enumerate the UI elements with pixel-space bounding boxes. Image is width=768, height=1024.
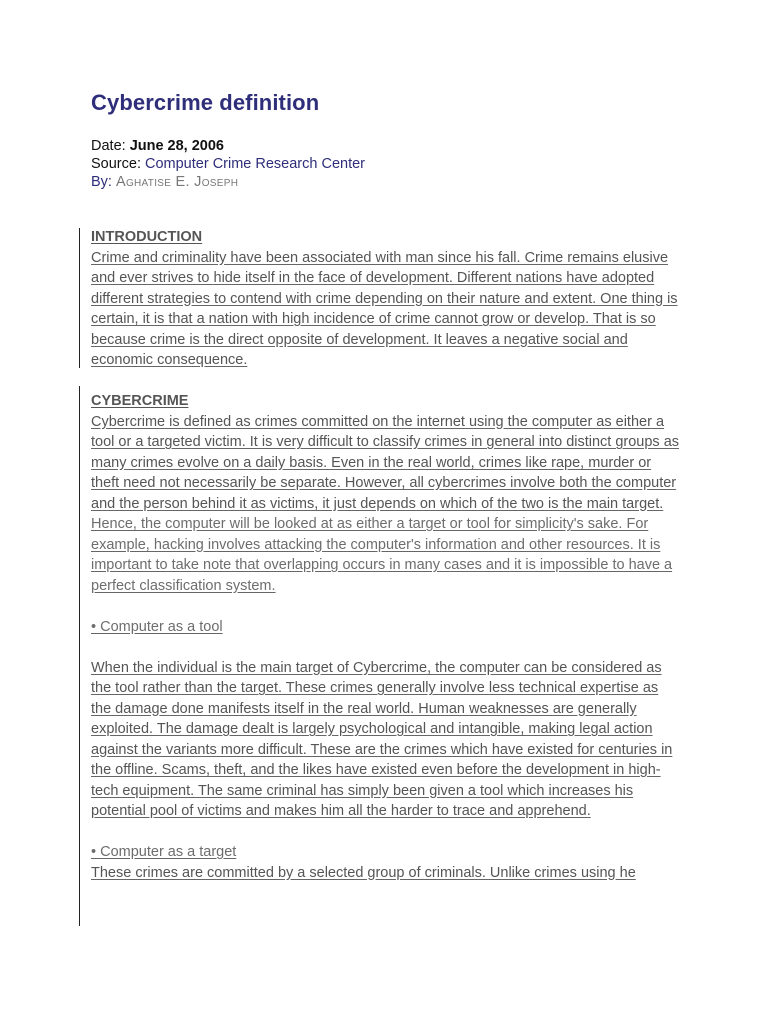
- author-row: [91, 173, 365, 191]
- source-link[interactable]: Computer Crime Research Center: [145, 156, 365, 172]
- tool-paragraph: When the individual is the main target of Cybercrime, the computer can be considered as the tool rather than the target. These crimes generally involve less technical expertise as the damage done manifests itself in the real world. Human weaknesses are generally exploited. The damage dealt is largely psychological and intangible, making legal action against the variants more difficult. These are the crimes which have existed for centuries in the offline. Scams, theft, and the likes have existed even before the development in high-tech equipment. The same criminal has simply been given a tool which increases his potential pool of victims and makes him all the harder to trace and apprehend.: [91, 659, 673, 819]
- spacer: [91, 596, 681, 617]
- spacer: [91, 822, 681, 843]
- revision-bar: [79, 386, 80, 926]
- page-title: Cybercrime definition: [91, 90, 320, 115]
- cybercrime-heading: CYBERCRIME: [91, 393, 189, 409]
- source-label: Source:: [91, 156, 145, 172]
- spacer: [91, 371, 681, 392]
- target-subheading: • Computer as a target: [91, 844, 237, 860]
- target-paragraph: These crimes are committed by a selected group of criminals. Unlike crimes using he: [91, 864, 636, 881]
- spacer: [91, 637, 681, 658]
- article-body: [91, 227, 681, 883]
- source-row: [91, 155, 365, 173]
- author-label: By:: [91, 174, 116, 190]
- date-row: [91, 137, 365, 155]
- date-value: June 28, 2006: [129, 138, 225, 154]
- intro-paragraph: Crime and criminality have been associated with man since his fall. Crime remains elusive and ever strives to hide itself in the face of development. Different nations have adopted different strategies to contend with crime depending on their nature and extent. One thing is certain, it is that a nation with high incidence of crime cannot grow or develop. That is so because crime is the direct opposite of development. It leaves a negative social and economic consequence.: [91, 249, 678, 368]
- tool-subheading: • Computer as a tool: [91, 618, 223, 635]
- cybercrime-paragraph: Cybercrime is defined as crimes committed on the internet using the computer as either a tool or a targeted victim. It is very difficult to classify crimes in general into distinct groups as many crimes evolve on a daily basis. Even in the real world, crimes like rape, murder or theft need not necessarily be separate. However, all cybercrimes involve both the computer and the person behind it as victims, it just depends on which of the two is the main target.: [91, 413, 680, 512]
- article-meta: [91, 137, 365, 191]
- intro-heading: INTRODUCTION: [91, 229, 203, 245]
- date-label: Date:: [91, 138, 130, 154]
- cybercrime-paragraph-2: Hence, the computer will be looked at as either a target or tool for simplicity's sake. For example, hacking involves attacking the computer's information and other resources. It is important to take note that overlapping occurs in many cases and it is impossible to have a perfect classification system.: [91, 516, 673, 594]
- revision-bar: [79, 228, 80, 368]
- author-name: Aghatise E. Joseph: [115, 174, 239, 190]
